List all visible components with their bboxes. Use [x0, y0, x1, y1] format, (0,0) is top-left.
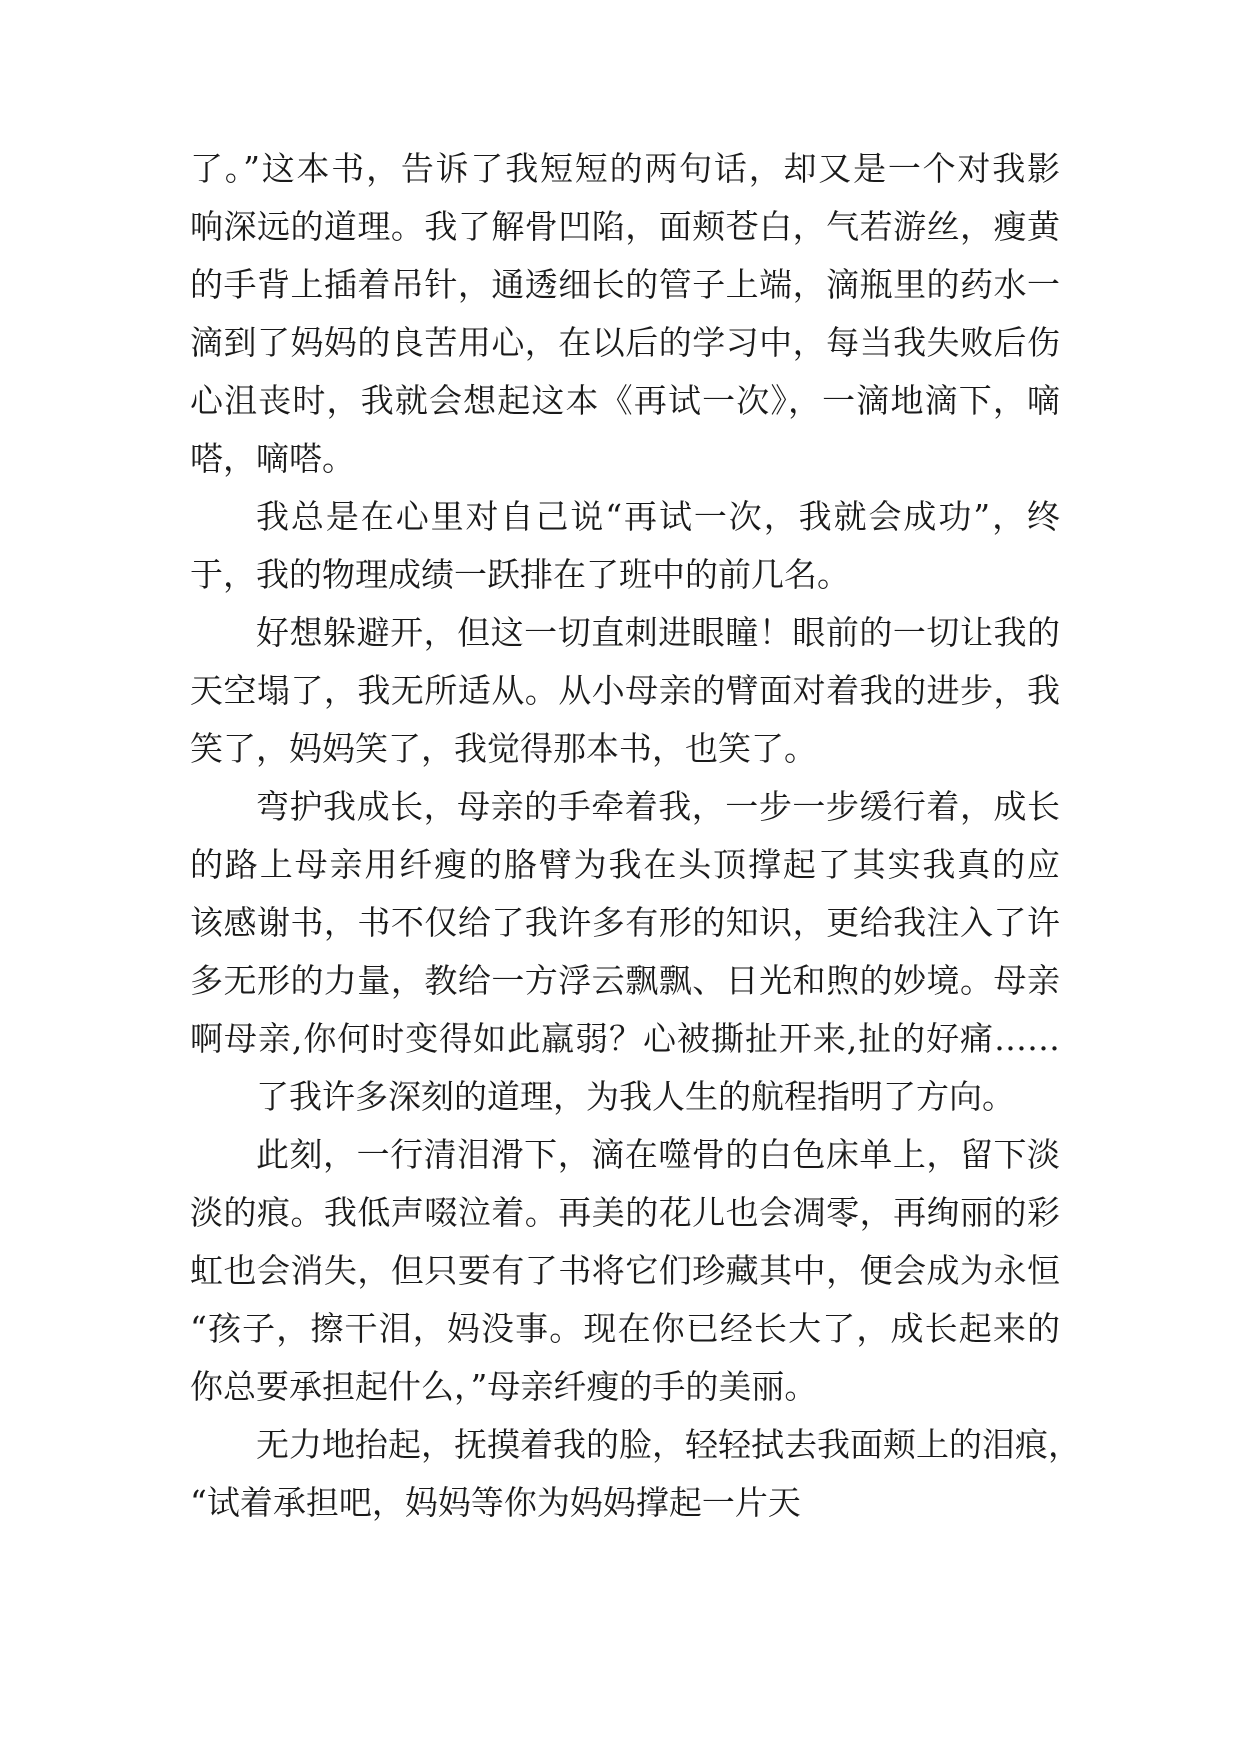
- text-line: 于，我的物理成绩一跃排在了班中的前几名。: [190, 555, 850, 594]
- text-line: 无力地抬起，抚摸着我的脸，轻轻拭去我面颊上的泪痕，: [256, 1425, 1081, 1464]
- text-line: 笑了，妈妈笑了，我觉得那本书，也笑了。: [190, 729, 817, 768]
- text-line: 你总要承担起什么，”母亲纤瘦的手的美丽。: [190, 1367, 818, 1406]
- text-line: “试着承担吧，妈妈等你为妈妈撑起一片天: [190, 1483, 801, 1522]
- text-line: 好想躲避开，但这一切直刺进眼瞳！眼前的一切让我的: [256, 613, 1060, 652]
- text-line: 嗒，嘀嗒。: [190, 439, 355, 478]
- text-line: 我总是在心里对自己说“再试一次，我就会成功”，终: [256, 497, 1060, 536]
- text-line: 此刻，一行清泪滑下，滴在噬骨的白色床单上，留下淡: [256, 1135, 1060, 1174]
- text-line: 滴到了妈妈的良苦用心，在以后的学习中，每当我失败后伤: [190, 323, 1060, 362]
- text-line: 该感谢书，书不仅给了我许多有形的知识，更给我注入了许: [190, 903, 1060, 942]
- document-body: [190, 140, 1081, 1532]
- text-line: 了我许多深刻的道理，为我人生的航程指明了方向。: [256, 1077, 1015, 1116]
- text-line: 虹也会消失，但只要有了书将它们珍藏其中，便会成为永恒: [190, 1251, 1060, 1290]
- text-line: 了。”这本书，告诉了我短短的两句话，却又是一个对我影: [190, 149, 1060, 188]
- text-line: 啊母亲,你何时变得如此羸弱？心被撕扯开来,扯的好痛……: [190, 1019, 1060, 1058]
- text-line: 天空塌了，我无所适从。从小母亲的臂面对着我的进步，我: [190, 671, 1060, 710]
- text-line: “孩子，擦干泪，妈没事。现在你已经长大了，成长起来的: [190, 1309, 1060, 1348]
- text-line: 的手背上插着吊针，通透细长的管子上端，滴瓶里的药水一: [190, 265, 1060, 304]
- text-line: 弯护我成长，母亲的手牵着我，一步一步缓行着，成长: [256, 787, 1060, 826]
- text-line: 的路上母亲用纤瘦的胳臂为我在头顶撑起了其实我真的应: [190, 845, 1060, 884]
- text-line: 心沮丧时，我就会想起这本《再试一次》，一滴地滴下，嘀: [190, 381, 1060, 420]
- text-line: 响深远的道理。我了解骨凹陷，面颊苍白，气若游丝，瘦黄: [190, 207, 1060, 246]
- text-line: 多无形的力量，教给一方浮云飘飘、日光和煦的妙境。母亲: [190, 961, 1060, 1000]
- text-line: 淡的痕。我低声啜泣着。再美的花儿也会凋零，再绚丽的彩: [190, 1193, 1060, 1232]
